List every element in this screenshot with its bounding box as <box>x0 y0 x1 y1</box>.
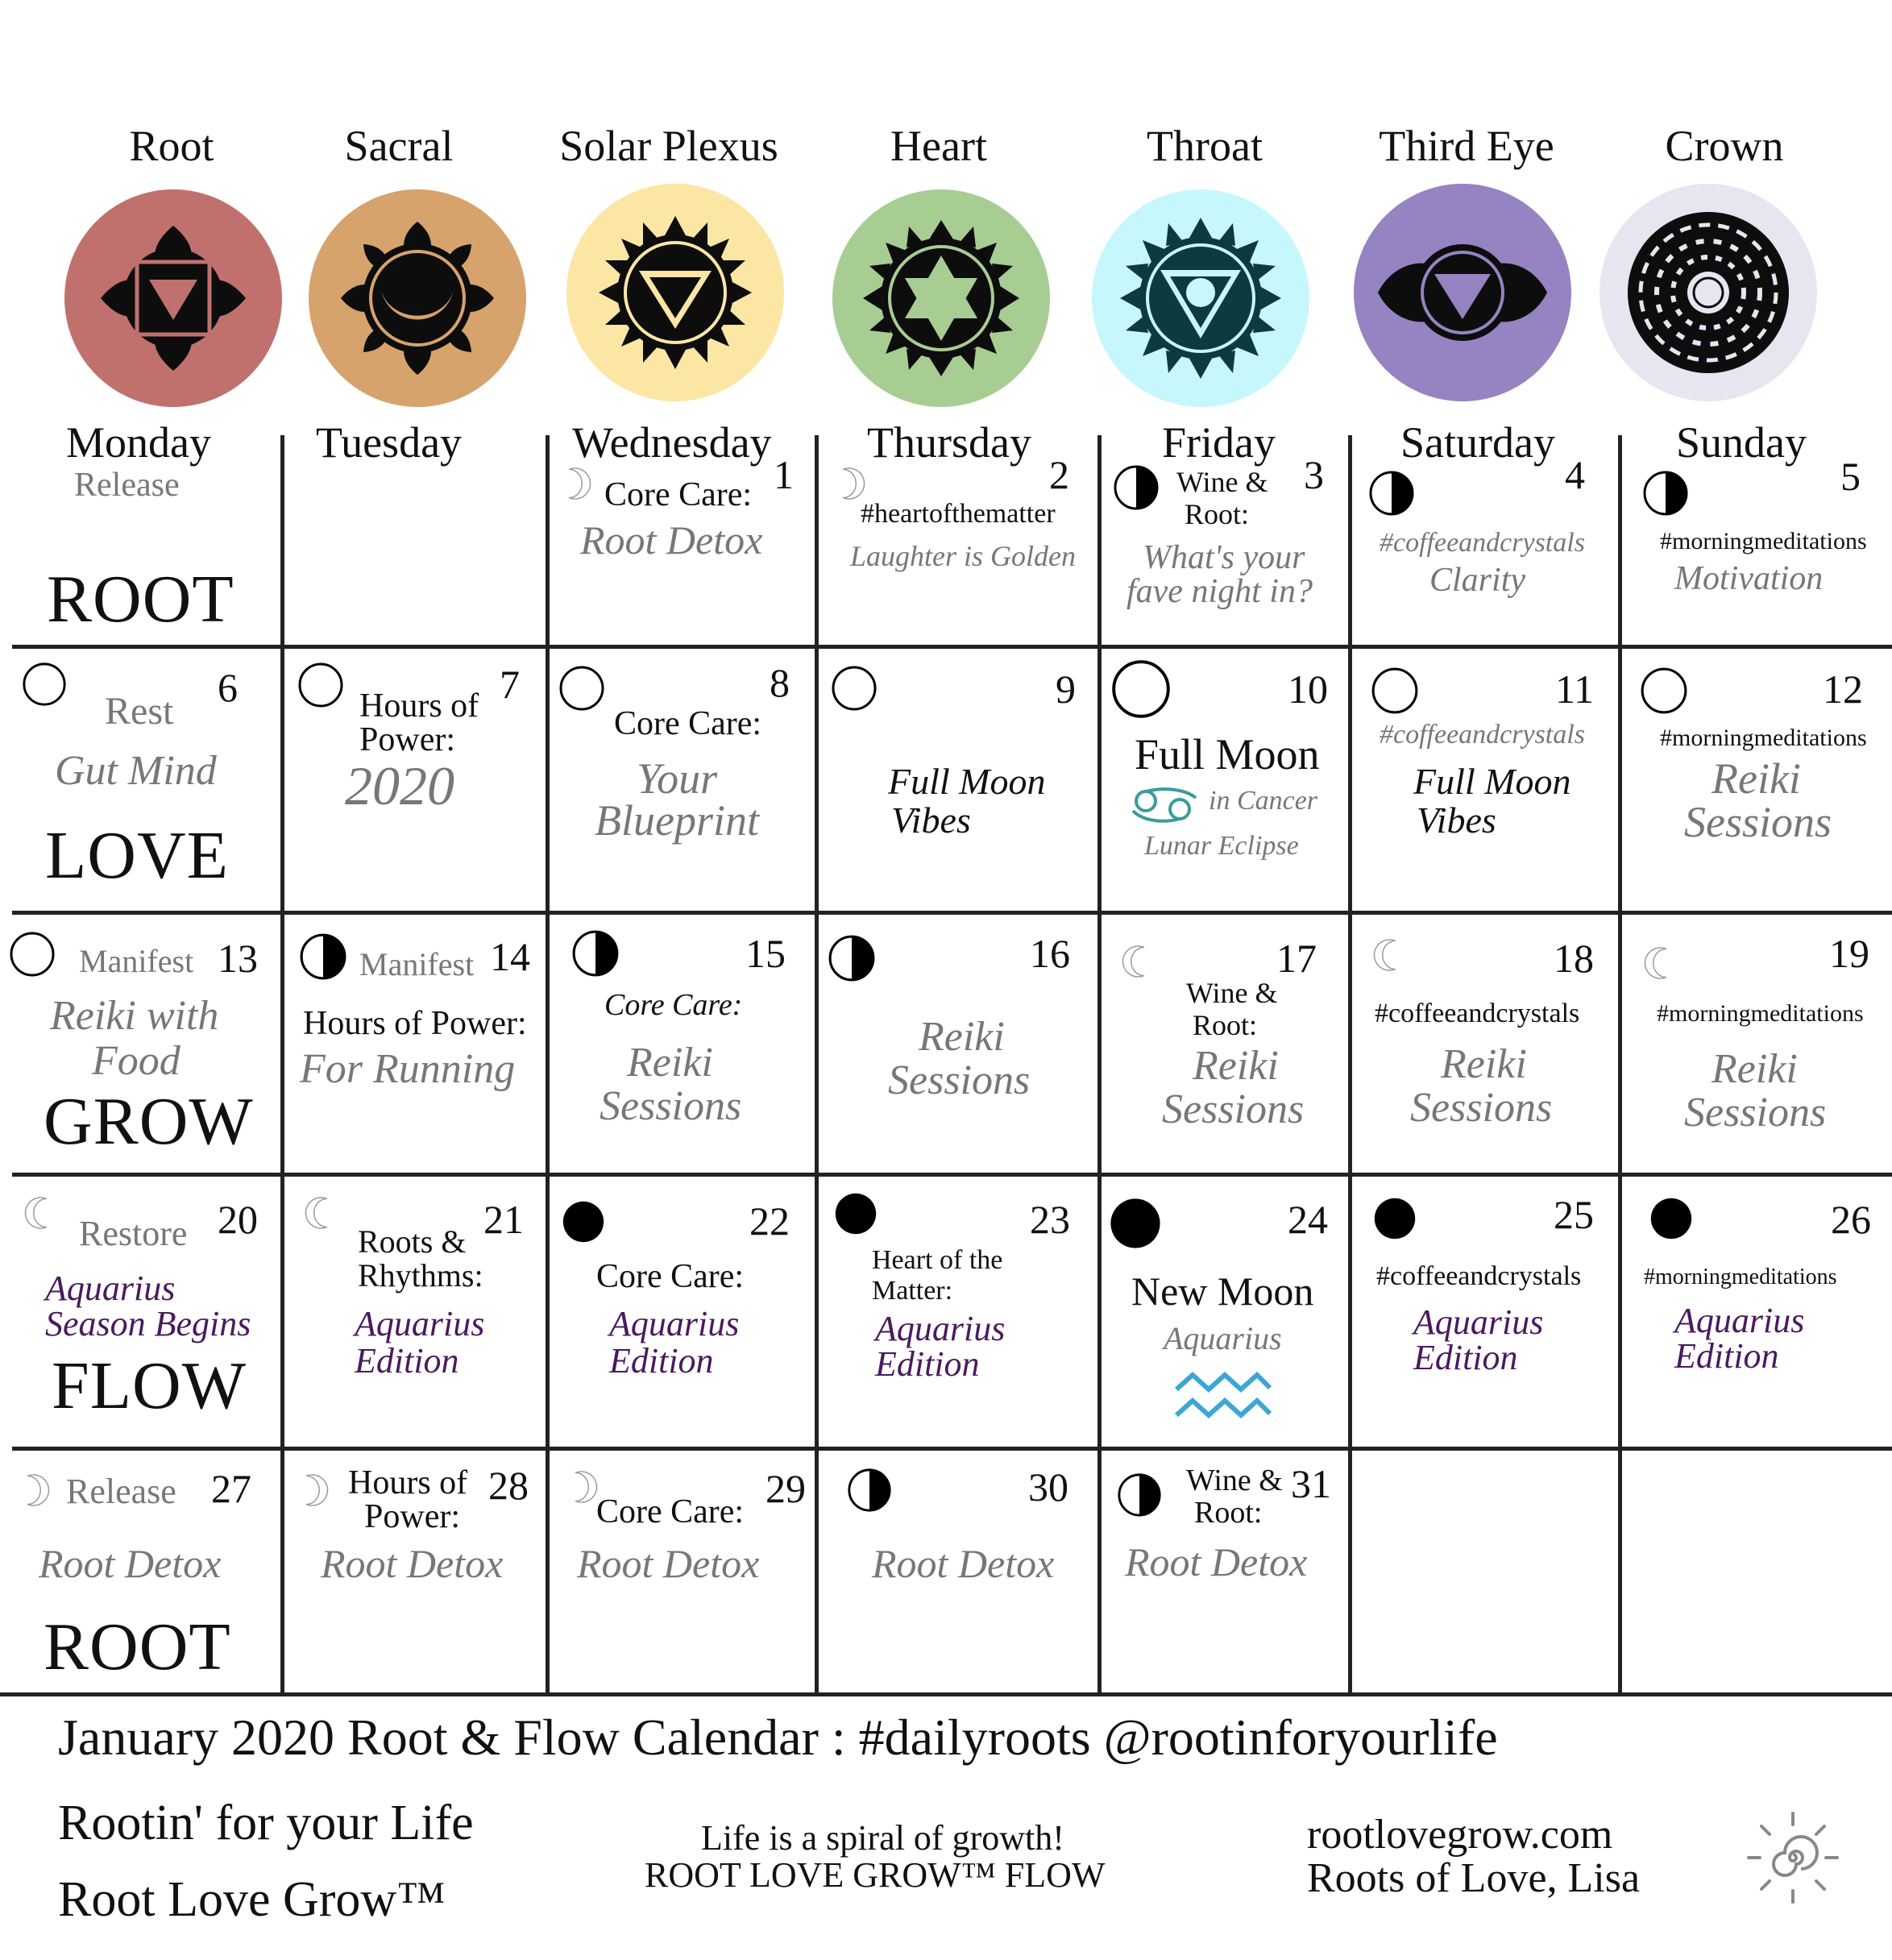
event-title: Release <box>66 1472 176 1511</box>
event-detail-2: Sessions <box>1684 798 1832 846</box>
event-title: Wine & <box>1186 1464 1283 1497</box>
event-title: Manifest <box>359 946 475 982</box>
waxing-crescent-icon <box>830 463 865 504</box>
day-number: 28 <box>488 1463 529 1508</box>
event-title: Heart of the <box>872 1245 1003 1275</box>
event-detail: Reiki <box>627 1040 713 1086</box>
event-detail: Full Moon <box>888 761 1046 802</box>
event-detail: Root Detox <box>321 1541 504 1586</box>
event-title: Hours of <box>359 687 479 725</box>
event-title: #morningmeditations <box>1660 528 1867 554</box>
week2-mon-theme: LOVE <box>45 818 229 893</box>
waxing-crescent-icon <box>556 463 591 504</box>
event-title: Core Care: <box>596 1493 745 1530</box>
heart-chakra-icon <box>832 189 1050 407</box>
day-number: 1 <box>774 452 794 497</box>
event-detail-2: Sessions <box>1162 1086 1305 1132</box>
brand-tagline: Rootin' for your Life <box>58 1796 474 1850</box>
footer-quote: Life is a spiral of growth! <box>701 1818 1064 1858</box>
event-title: Core Care: <box>614 705 762 742</box>
day-header-friday: Friday <box>1162 418 1276 467</box>
event-detail-2: For Running <box>300 1046 516 1092</box>
new-moon-icon <box>1649 1196 1694 1241</box>
event-detail-2: Blueprint <box>595 796 759 845</box>
footer-motto: ROOT LOVE GROW™ FLOW <box>645 1855 1106 1895</box>
full-moon-icon <box>8 930 56 978</box>
week3-mon-theme: GROW <box>44 1084 254 1159</box>
spiral-sun-icon <box>1741 1805 1845 1910</box>
signature: Roots of Love, Lisa <box>1307 1855 1641 1901</box>
day-number: 2 <box>1049 452 1069 497</box>
aquarius-sign-icon <box>1173 1370 1273 1423</box>
crown-chakra-icon <box>1599 184 1817 401</box>
day-number: 5 <box>1840 454 1861 499</box>
full-moon-icon <box>558 664 606 712</box>
event-title: #morningmeditations <box>1657 1000 1864 1027</box>
week4-mon-theme: FLOW <box>52 1348 247 1423</box>
new-moon-icon <box>1108 1196 1163 1251</box>
waning-crescent-icon <box>305 1193 340 1233</box>
day-header-sunday: Sunday <box>1676 418 1807 467</box>
new-moon-icon <box>833 1191 878 1236</box>
event-title: New Moon <box>1131 1269 1314 1314</box>
event-detail-2: Sessions <box>600 1083 742 1129</box>
day-number: 30 <box>1028 1464 1068 1509</box>
chakra-name-solar-plexus: Solar Plexus <box>559 122 778 170</box>
event-title: Rest <box>105 690 174 733</box>
day-number: 19 <box>1829 931 1869 976</box>
event-title-2: Power: <box>364 1498 460 1535</box>
event-detail: Reiki <box>1441 1041 1527 1087</box>
day-header-thursday: Thursday <box>867 418 1031 467</box>
event-title: Full Moon <box>1135 730 1320 779</box>
week1-mon-label: Release <box>74 467 180 504</box>
event-detail: Motivation <box>1674 560 1824 597</box>
event-detail: Root Detox <box>1125 1539 1308 1584</box>
event-detail: Reiki <box>1712 1046 1798 1092</box>
event-detail: Root Detox <box>577 1541 760 1586</box>
chakra-name-root: Root <box>129 122 214 170</box>
waxing-crescent-icon <box>15 1470 50 1510</box>
website-link[interactable]: rootlovegrow.com <box>1307 1812 1613 1858</box>
event-detail: in Cancer <box>1209 786 1318 816</box>
day-number: 18 <box>1554 936 1594 981</box>
day-header-saturday: Saturday <box>1400 418 1555 467</box>
event-detail-2: Sessions <box>1410 1085 1553 1131</box>
day-number: 11 <box>1555 666 1595 712</box>
chakra-name-sacral: Sacral <box>344 122 454 170</box>
event-detail: Aquarius <box>875 1309 1006 1348</box>
week5-mon-theme: ROOT <box>44 1609 231 1684</box>
event-title-2: Matter: <box>872 1276 953 1306</box>
event-title: Roots & <box>358 1223 467 1260</box>
day-number: 8 <box>770 660 790 705</box>
event-detail: Full Moon <box>1413 761 1571 802</box>
event-detail-2: Sessions <box>888 1057 1031 1103</box>
full-moon-icon <box>21 661 68 708</box>
event-detail: Aquarius <box>1413 1302 1544 1342</box>
sacral-chakra-icon <box>309 189 526 407</box>
day-number: 13 <box>218 936 258 981</box>
day-number: 3 <box>1304 452 1324 497</box>
day-header-wednesday: Wednesday <box>572 418 772 467</box>
event-title: Core Care: <box>604 476 753 513</box>
event-detail: Hours of Power: <box>303 1005 527 1042</box>
event-detail: Aquarius <box>355 1304 485 1343</box>
solar-plexus-chakra-icon <box>566 184 784 401</box>
day-number: 17 <box>1276 936 1317 981</box>
event-detail-2: Season Begins <box>45 1304 251 1343</box>
event-detail: Root Detox <box>580 517 763 563</box>
waning-crescent-icon <box>1644 943 1679 983</box>
chakra-name-heart: Heart <box>890 122 987 170</box>
day-number: 23 <box>1030 1197 1070 1242</box>
event-title: #coffeeandcrystals <box>1376 1261 1582 1291</box>
event-title: Core Care: <box>596 1258 745 1295</box>
event-detail-2: Food <box>92 1038 180 1084</box>
event-title: #coffeeandcrystals <box>1380 720 1585 750</box>
event-detail-2: Edition <box>875 1344 980 1384</box>
full-moon-icon <box>297 661 345 709</box>
day-number: 12 <box>1823 666 1863 712</box>
day-number: 24 <box>1288 1197 1328 1242</box>
first-quarter-moon-icon <box>1641 469 1690 517</box>
full-moon-icon <box>1110 658 1172 720</box>
day-number: 21 <box>483 1197 524 1242</box>
full-moon-icon <box>830 664 878 712</box>
first-quarter-moon-icon <box>571 928 620 978</box>
event-detail: Laughter is Golden <box>850 540 1077 572</box>
event-detail-2: Lunar Eclipse <box>1144 831 1299 861</box>
event-title: Wine & <box>1176 466 1268 498</box>
brand-name: Root Love Grow™ <box>58 1872 446 1927</box>
event-detail: 2020 <box>345 755 454 816</box>
event-detail-2: fave night in? <box>1126 573 1313 610</box>
week1-mon-theme: ROOT <box>47 562 234 637</box>
third-eye-chakra-icon <box>1354 184 1571 401</box>
event-title-2: Root: <box>1194 1496 1263 1530</box>
event-detail: Your <box>637 754 718 803</box>
event-detail: Gut Mind <box>55 748 217 794</box>
day-header-monday: Monday <box>66 418 211 467</box>
event-detail: Root Detox <box>872 1541 1055 1586</box>
event-detail-2: Edition <box>1674 1336 1779 1376</box>
first-quarter-moon-icon <box>1116 1472 1163 1518</box>
event-title-2: Power: <box>359 721 455 758</box>
event-detail: Root Detox <box>39 1541 222 1586</box>
day-number: 7 <box>500 662 520 707</box>
first-quarter-moon-icon <box>1112 463 1160 512</box>
event-detail-2: Sessions <box>1684 1090 1827 1136</box>
event-detail: Reiki <box>919 1014 1005 1060</box>
chakra-name-crown: Crown <box>1665 122 1784 170</box>
event-title: #coffeeandcrystals <box>1380 528 1585 558</box>
chakra-name-throat: Throat <box>1147 122 1263 170</box>
day-number: 15 <box>745 931 786 976</box>
day-number: 4 <box>1565 452 1585 497</box>
event-detail-2: Edition <box>355 1341 459 1381</box>
event-title: Manifest <box>79 943 194 979</box>
day-number: 26 <box>1831 1197 1871 1242</box>
day-number: 14 <box>490 934 530 979</box>
event-detail: Reiki with <box>50 993 219 1039</box>
event-title: Hours of <box>348 1464 468 1501</box>
event-title: Wine & <box>1186 977 1278 1009</box>
event-title: #heartofthematter <box>861 499 1056 529</box>
event-title: #morningmeditations <box>1660 725 1867 751</box>
day-number: 31 <box>1291 1461 1331 1506</box>
first-quarter-moon-icon <box>298 932 348 982</box>
day-number: 9 <box>1056 666 1076 712</box>
event-detail: Clarity <box>1429 562 1526 599</box>
calendar-title: January 2020 Root & Flow Calendar : #dailyroots @rootinforyourlife <box>58 1709 1498 1766</box>
first-quarter-moon-icon <box>827 933 877 983</box>
day-number: 20 <box>218 1197 258 1242</box>
new-moon-icon <box>1372 1196 1417 1241</box>
event-detail: Aquarius <box>45 1269 176 1308</box>
day-number: 16 <box>1030 931 1070 976</box>
event-detail-2: Edition <box>609 1341 714 1381</box>
event-title-2: Rhythms: <box>358 1257 483 1294</box>
waning-crescent-icon <box>24 1193 60 1233</box>
waning-crescent-icon <box>1122 941 1157 982</box>
event-detail: Reiki <box>1712 754 1801 803</box>
event-detail: Aquarius <box>609 1304 740 1343</box>
event-detail-2: Edition <box>1413 1338 1518 1377</box>
first-quarter-moon-icon <box>846 1467 893 1514</box>
day-header-tuesday: Tuesday <box>316 418 463 467</box>
root-chakra-icon <box>64 189 282 407</box>
event-title: Restore <box>79 1214 188 1253</box>
event-title-2: Root: <box>1185 498 1250 530</box>
new-moon-icon <box>561 1199 606 1244</box>
day-number: 10 <box>1288 666 1328 712</box>
event-detail-2: Vibes <box>891 799 971 841</box>
day-number: 27 <box>211 1466 251 1511</box>
throat-chakra-icon <box>1092 189 1309 407</box>
event-title: #morningmeditations <box>1644 1264 1837 1289</box>
waxing-crescent-icon <box>293 1470 329 1510</box>
event-detail: Reiki <box>1193 1043 1279 1089</box>
event-title-2: Root: <box>1193 1009 1258 1041</box>
full-moon-icon <box>1370 666 1420 716</box>
waning-crescent-icon <box>1373 935 1409 975</box>
event-detail: What's your <box>1143 539 1305 576</box>
event-detail-2: Vibes <box>1417 799 1496 841</box>
first-quarter-moon-icon <box>1367 469 1416 517</box>
waxing-crescent-icon <box>562 1467 598 1507</box>
day-number: 6 <box>218 665 238 710</box>
full-moon-icon <box>1639 666 1689 716</box>
cancer-sign-icon <box>1130 783 1199 825</box>
event-title: #coffeeandcrystals <box>1375 999 1580 1028</box>
event-title: Core Care: <box>604 988 743 1022</box>
event-detail: Aquarius <box>1674 1301 1805 1340</box>
day-number: 29 <box>766 1466 806 1511</box>
day-number: 22 <box>749 1198 790 1244</box>
day-number: 25 <box>1554 1192 1594 1237</box>
chakra-name-third-eye: Third Eye <box>1379 122 1554 170</box>
event-detail: Aquarius <box>1164 1320 1282 1356</box>
